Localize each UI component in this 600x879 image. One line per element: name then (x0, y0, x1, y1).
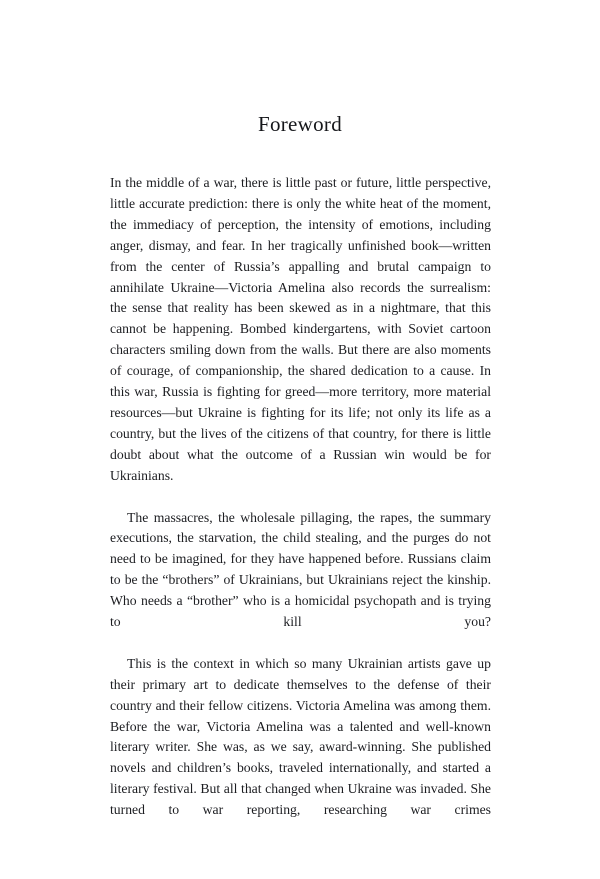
body-paragraph-3: This is the context in which so many Ukrainian artists gave up their primary art to dedicate themselves to the defense of their country and their fellow citizens. Victoria Amelina was among them. Before the war, Victoria Amelina was a talented and well-known literary writer. She was, as we say, award-winning. She published novels and children’s books, traveled internationally, and started a literary festival. But all that changed when Ukraine was invaded. She turned to war reporting, researching war crimes (110, 655, 491, 818)
page-title: Foreword (257, 112, 343, 136)
body-text-column (110, 173, 491, 842)
body-paragraph-1: In the middle of a war, there is little past or future, little perspective, little accurate prediction: there is only the white heat of the moment, the immediacy of perception, the intensity of emotions, including anger, dismay, and fear. In her tragically unfinished book—written from the center of Russia’s appalling and brutal campaign to annihilate Ukraine—Victoria Amelina also records the surrealism: the sense that reality has been skewed as in a nightmare, that this cannot be happening. Bombed kindergartens, with Soviet cartoon characters smiling down from the walls. But there are also moments of courage, of companionship, the shared dedication to a cause. In this war, Russia is fighting for greed—more territory, more material resources—but Ukraine is fighting for its life; not only its life as a country, but the lives of the citizens of that country, for there is little doubt about what the outcome of a Russian win would be for Ukrainians. (110, 175, 491, 483)
body-paragraph-2: The massacres, the wholesale pillaging, the rapes, the summary executions, the starvation, the child stealing, and the purges do not need to be imagined, for they have happened before. Russians claim to be the “brothers” of Ukrainians, but Ukrainians reject the kinship. Who needs a “brother” who is a homicidal psychopath and is trying to kill you? (110, 509, 491, 630)
